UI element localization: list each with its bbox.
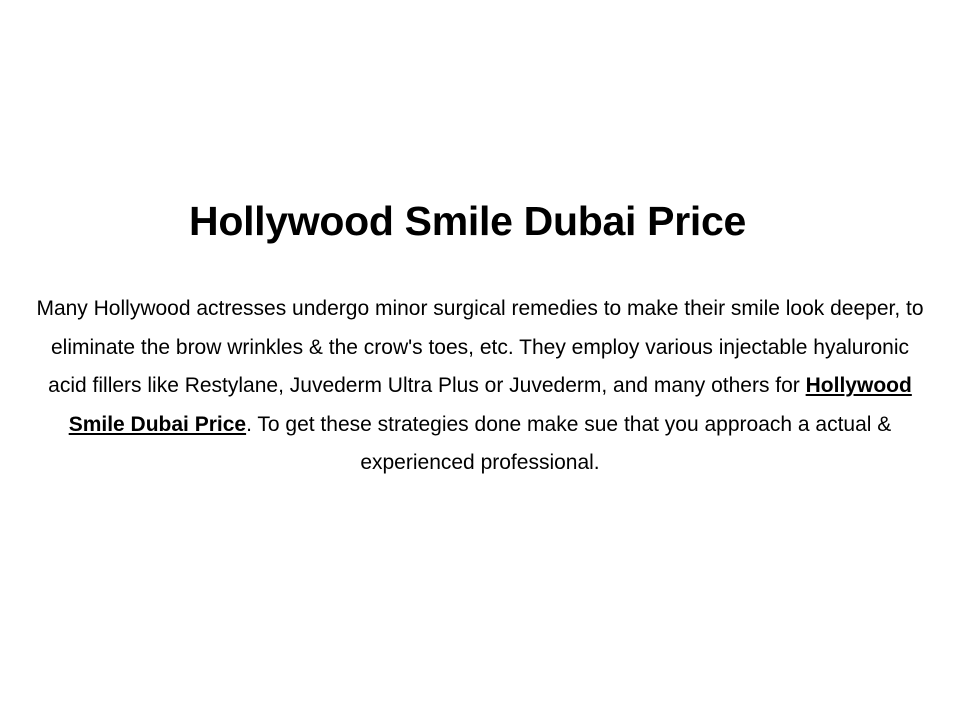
paragraph-text-before-link: Many Hollywood actresses undergo minor surgical remedies to make their smile look deeper, to eliminate the brow wrinkles & the crow's toes, etc. They employ various injectable hyaluronic acid fillers like Restylane, Juvederm Ultra Plus or Juvederm, and many others for (36, 297, 924, 397)
paragraph-text-after-link: . To get these strategies done make sue that you approach a actual & experienced professional. (246, 412, 892, 474)
slide-title: Hollywood Smile Dubai Price (189, 198, 746, 244)
hollywood-smile-link[interactable]: Hollywood Smile Dubai Price (68, 374, 912, 436)
slide-body-paragraph (36, 290, 924, 483)
